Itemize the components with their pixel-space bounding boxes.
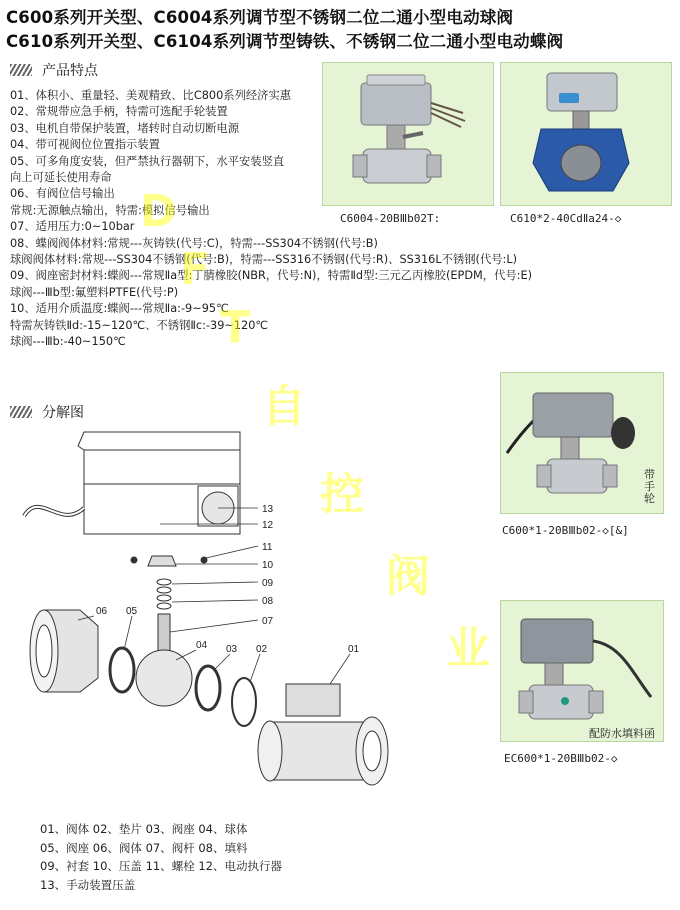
- stripe-icon: [10, 406, 32, 418]
- part-number-label: 01: [348, 644, 360, 655]
- feature-item: 06、有阀位信号输出: [10, 187, 115, 201]
- watermark-char: 控: [320, 469, 364, 520]
- part-number-label: 04: [196, 640, 208, 651]
- waterproof-note: 配防水填料函: [589, 727, 655, 740]
- end-body-part: [30, 610, 98, 692]
- feature-item: 01、体积小、重量轻、美观精致、比C800系列经济实惠: [10, 89, 292, 102]
- watermark-char: 自: [262, 381, 306, 432]
- feature-item: 07、适用压力:0~10bar: [10, 220, 135, 234]
- part-number-label: 08: [262, 596, 274, 607]
- watermark-char: D: [140, 186, 177, 237]
- part-number-label: 03: [226, 644, 238, 655]
- feature-item: 球阀---Ⅲb型:氟塑料PTFE(代号:P): [10, 285, 179, 299]
- photo-valve-handwheel: [500, 372, 664, 514]
- valve-body-part: [258, 684, 388, 785]
- feature-item: 05、可多角度安装，但严禁执行器朝下，水平安装竖直: [10, 154, 285, 168]
- photo-caption-4: EC600*1-20BⅢb02-◇: [504, 752, 618, 765]
- feature-item: 03、电机自带保护装置，堵转时自动切断电源: [10, 121, 240, 135]
- part-number-label: 11: [262, 542, 273, 553]
- watermark-char: F: [180, 244, 211, 295]
- parts-list-line: 09、衬套 10、压盖 11、螺栓 12、电动执行器: [40, 859, 282, 874]
- gasket-part: [232, 678, 256, 726]
- feature-item: 04、带可视阀位位置指示装置: [10, 138, 160, 152]
- exploded-diagram: [0, 420, 470, 810]
- feature-item: 球阀---Ⅲb:-40~150℃: [10, 335, 126, 348]
- butterfly-valve-illustration: [501, 63, 671, 205]
- parts-list-line: 13、手动装置压盖: [40, 877, 136, 892]
- ball-part: [136, 650, 192, 706]
- waterproof-valve-illustration: [501, 601, 663, 741]
- photo-butterfly-valve: [500, 62, 672, 206]
- watermark-char: 阀: [386, 551, 430, 602]
- actuator-part: [24, 432, 240, 534]
- photo-caption-3: C600*1-20BⅢb02-◇[&]: [502, 524, 629, 537]
- feature-item: 09、阀座密封材料:蝶阀---常规Ⅱa型:丁腈橡胶(NBR，代号:N)，特需Ⅱd型:三元乙丙橡胶(EPDM，代号:E): [10, 269, 533, 283]
- part-number-label: 10: [262, 560, 274, 571]
- photo-caption-2: C610*2-40CdⅡa24-◇: [510, 212, 622, 225]
- photo-ball-valve: [322, 62, 494, 206]
- feature-item: 球阀阀体材料:常规---SS304不锈钢(代号:B)，特需---SS316不锈钢(代号:R)、SS316L不锈钢(代号:L): [10, 253, 518, 266]
- parts-list-line: 05、阀座 06、阀体 07、阀杆 08、填料: [40, 840, 248, 855]
- handwheel-valve-illustration: [501, 373, 663, 513]
- feature-item: 10、适用介质温度:蝶阀---常规Ⅱa:-9~95℃: [10, 302, 229, 316]
- part-number-label: 06: [96, 606, 108, 617]
- exploded-heading: 分解图: [10, 402, 84, 422]
- ball-valve-illustration: [323, 63, 493, 205]
- photo-caption-1: C6004-20BⅢb02T:: [340, 212, 441, 225]
- part-number-label: 05: [126, 606, 138, 617]
- bolt-part: [131, 557, 138, 564]
- watermark-char: 业: [446, 623, 490, 674]
- part-number-label: 09: [262, 578, 274, 589]
- part-number-label: 13: [262, 504, 274, 515]
- features-heading: 产品特点: [10, 60, 98, 80]
- part-number-label: 07: [262, 616, 274, 627]
- seat-part: [110, 648, 134, 692]
- photo-valve-waterproof: [500, 600, 664, 742]
- feature-item: 08、蝶阀阀体材料:常规---灰铸铁(代号:C)，特需---SS304不锈钢(代号:B): [10, 236, 378, 250]
- feature-item: 常规:无源触点输出，特需:模拟信号输出: [10, 203, 210, 217]
- part-number-label: 12: [262, 520, 274, 531]
- page-title-2: C610系列开关型、C6104系列调节型铸铁、不锈钢二位二通小型电动蝶阀: [6, 32, 564, 51]
- parts-list-line: 01、阀体 02、垫片 03、阀座 04、球体: [40, 822, 248, 836]
- parts-list: [40, 820, 282, 894]
- gland-part: [148, 556, 176, 566]
- packing-part: [157, 579, 171, 609]
- part-number-label: 02: [256, 644, 268, 655]
- handwheel-note: 带 手 轮: [644, 468, 655, 505]
- feature-item: 特需灰铸铁Ⅱd:-15~120℃、不锈钢Ⅱc:-39~120℃: [10, 318, 269, 332]
- feature-item: 向上可延长使用寿命: [10, 171, 112, 184]
- stem-part: [158, 614, 170, 654]
- seat-part: [196, 666, 220, 710]
- stripe-icon: [10, 64, 32, 76]
- page-title-1: C600系列开关型、C6004系列调节型不锈钢二位二通小型电动球阀: [6, 8, 514, 27]
- watermark-char: T: [220, 302, 251, 353]
- feature-item: 02、常规带应急手柄，特需可选配手轮装置: [10, 105, 228, 119]
